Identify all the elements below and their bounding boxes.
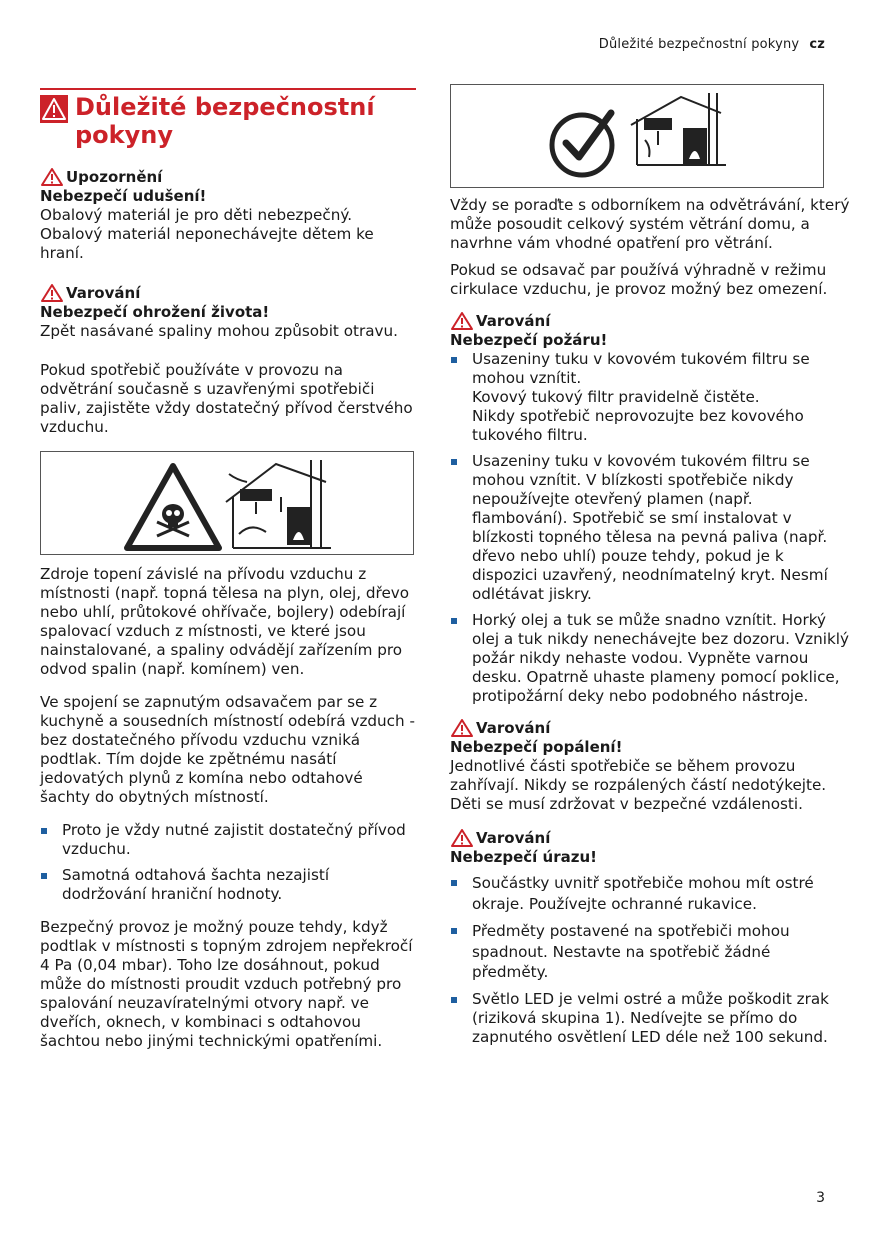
house-recirculation-diagram xyxy=(631,93,726,165)
bullet-list xyxy=(40,821,416,904)
checkmark-circle-icon xyxy=(552,113,612,175)
list-item xyxy=(450,350,850,445)
warning-text: Jednotlivé části spotřebiče se během provozu zahřívají. Nikdy se rozpálených částí nedotýkejte. Děti se musí zdržovat v bezpečné vzdálenosti. xyxy=(450,757,827,813)
warning-injury xyxy=(450,828,850,1047)
paragraph: Zdroje topení závislé na přívodu vzduchu z místnosti (např. topná tělesa na plyn, olej, dřevo nebo uhlí, průtokové ohřívače, bojlery) odebírají spalovací vzduch z místnosti, ve které jsou nainstalované, a spaliny odvádějí zařízením pro odvod spalin (např. komínem) ven. xyxy=(40,565,410,678)
right-column xyxy=(450,84,850,1061)
warning-subtitle: Nebezpečí udušení! xyxy=(40,187,207,205)
list-item-line: Kovový tukový filtr pravidelně čistěte. xyxy=(472,388,760,406)
list-item-text: Horký olej a tuk se může snadno vznítit. Horký olej a tuk nikdy nenechávejte bez dozoru. Vzniklý požár nikdy nehaste vodou. Vypněte varnou desku. Opatrně uhaste plameny pomocí poklice, protipožární deky nebo podobného nástroje. xyxy=(472,611,849,705)
list-item: Samotná odtahová šachta nezajistí dodržování hraniční hodnoty. xyxy=(40,866,416,904)
warning-label: Varování xyxy=(476,311,551,330)
warning-subtitle: Nebezpečí ohrožení života! xyxy=(40,303,270,321)
warning-life-danger xyxy=(40,283,416,341)
warning-triangle-icon xyxy=(450,718,474,738)
skull-warning-sign-icon xyxy=(127,466,219,548)
list-item-line: Usazeniny tuku v kovovém tukovém filtru se mohou vznítit. xyxy=(472,350,810,387)
list-item xyxy=(450,452,850,604)
warning-subtitle: Nebezpečí úrazu! xyxy=(450,848,597,866)
list-item: Předměty postavené na spotřebiči mohou spadnout. Nestavte na spotřebič žádné předměty. xyxy=(450,921,850,983)
page-title: Důležité bezpečnostní pokyny xyxy=(75,93,375,149)
list-item: Proto je vždy nutné zajistit dostatečný přívod vzduchu. xyxy=(40,821,416,859)
safe-illustration xyxy=(450,84,824,188)
warning-suffocation xyxy=(40,167,416,263)
warning-text: Obalový materiál je pro děti nebezpečný. Obalový materiál neponechávejte dětem ke hraní. xyxy=(40,206,374,262)
list-item-text: Usazeniny tuku v kovovém tukovém filtru se mohou vznítit. V blízkosti spotřebiče nikdy nepoužívejte otevřený plamen (např. flambování). Spotřebič se smí instalovat v blízkosti topného tělesa na pevná paliva (např. dřevo nebo uhlí) pouze tehdy, pokud je k dispozici uzavřený, neodnímatelný kryt. Nesmí odlétávat jiskry. xyxy=(472,452,828,603)
language-code: cz xyxy=(809,37,825,52)
bullet-list xyxy=(450,350,850,706)
list-item: Součástky uvnitř spotřebiče mohou mít ostré okraje. Používejte ochranné rukavice. xyxy=(450,873,850,914)
left-column xyxy=(40,88,416,1065)
warning-label: Upozornění xyxy=(66,167,163,186)
bullet-list xyxy=(450,873,850,1047)
paragraph: Pokud se odsavač par používá výhradně v režimu cirkulace vzduchu, je provoz možný bez omezení. xyxy=(450,261,828,298)
warning-triangle-icon xyxy=(40,95,68,123)
running-header xyxy=(599,37,825,52)
paragraph: Vždy se poraďte s odborníkem na odvětrávání, který může posoudit celkový systém větrání domu, a navrhne vám vhodné opatření pro větrání. xyxy=(450,196,850,252)
warning-label: Varování xyxy=(66,283,141,302)
warning-label: Varování xyxy=(476,828,551,847)
list-item-line: Nikdy spotřebič neprovozujte bez kovového tukového filtru. xyxy=(472,407,804,444)
warning-burn xyxy=(450,718,850,814)
warning-fire xyxy=(450,311,850,706)
warning-triangle-icon xyxy=(40,283,64,303)
page-number: 3 xyxy=(816,1190,825,1206)
warning-triangle-icon xyxy=(40,167,64,187)
header-title: Důležité bezpečnostní pokyny xyxy=(598,37,800,52)
paragraph: Ve spojení se zapnutým odsavačem par se z kuchyně a sousedních místností odebírá vzduch - bez dostatečného přívodu vzduchu vzniká podtlak. Tím dojde ke zpětnému nasátí jedovatých plynů z komína nebo odtahové šachty do obytných místností. xyxy=(40,693,415,806)
list-item: Světlo LED je velmi ostré a může poškodit zrak (riziková skupina 1). Nedívejte se přímo do zapnutého osvětlení LED déle než 100 sekund. xyxy=(450,990,850,1047)
warning-subtitle: Nebezpečí požáru! xyxy=(450,331,608,349)
paragraph: Pokud spotřebič používáte v provozu na odvětrání současně s uzavřenými spotřebiči paliv, zajistěte vždy dostatečný přívod čerstvého vzduchu. xyxy=(40,361,413,436)
house-ventilation-diagram xyxy=(226,460,331,548)
section-heading xyxy=(40,88,416,149)
warning-text: Zpět nasávané spaliny mohou způsobit otravu. xyxy=(40,322,398,340)
warning-label: Varování xyxy=(476,718,551,737)
warning-triangle-icon xyxy=(450,828,474,848)
paragraph: Bezpečný provoz je možný pouze tehdy, když podtlak v místnosti s topným zdrojem nepřekročí 4 Pa (0,04 mbar). Toho lze dosáhnout, pokud může do místnosti proudit vzduch potřebný pro spalování neuzavíratelnými otvory např. ve dveřích, oknech, v kombinaci s odtahovou šachtou nebo jinými technickými opatřeními. xyxy=(40,918,413,1050)
danger-illustration xyxy=(40,451,414,555)
list-item xyxy=(450,611,850,706)
warning-subtitle: Nebezpečí popálení! xyxy=(450,738,623,756)
warning-triangle-icon xyxy=(450,311,474,331)
